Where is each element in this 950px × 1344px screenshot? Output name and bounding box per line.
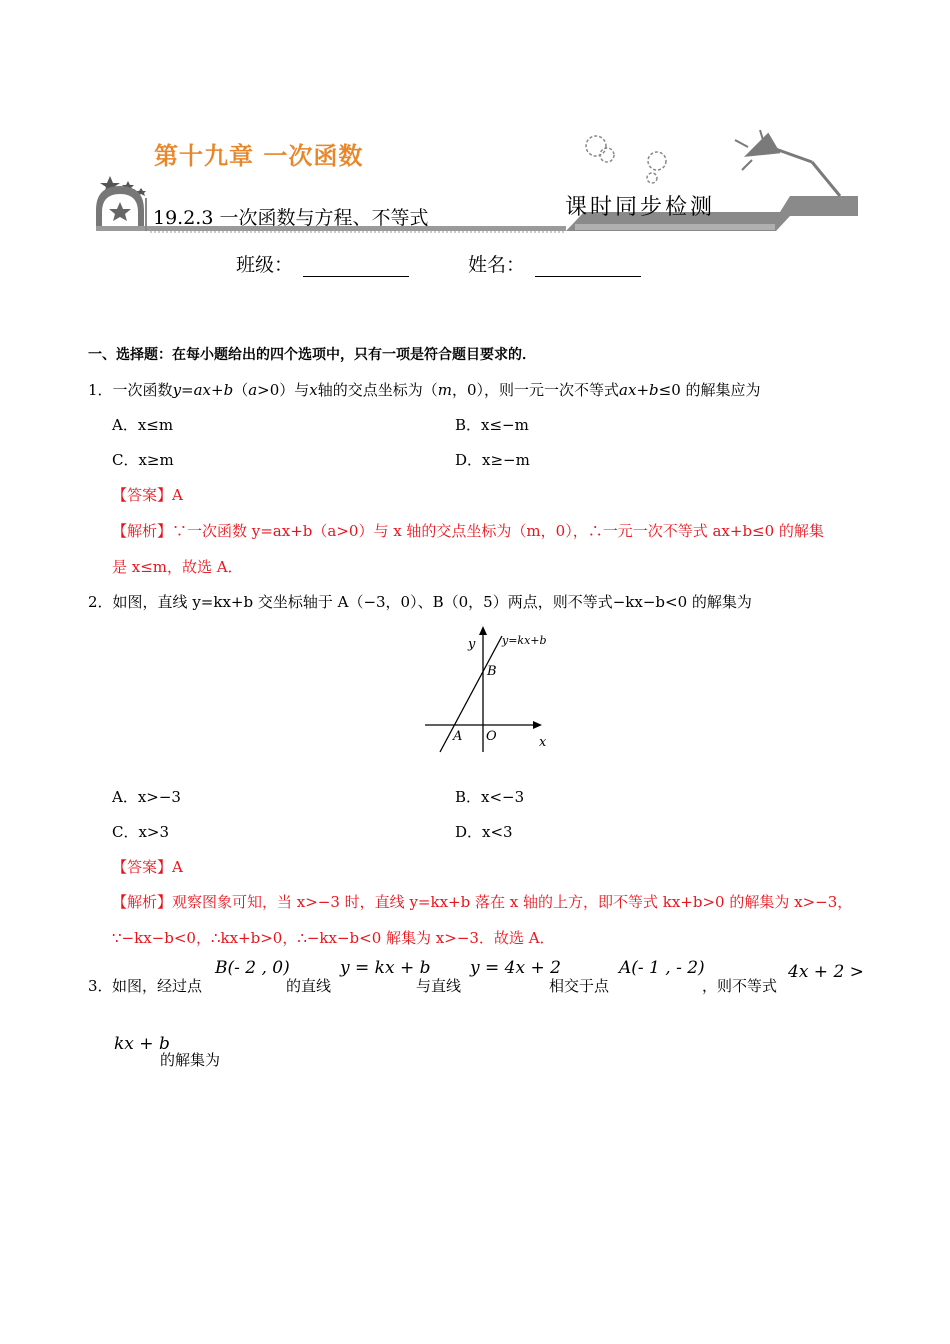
q2-number: 2． xyxy=(88,593,113,611)
section-heading: 一、选择题：在每小题给出的四个选项中，只有一项是符合题目要求的． xyxy=(88,347,536,363)
desk-lamp-icon xyxy=(735,130,840,196)
q1-analysis-line1: 【解析】∵一次函数 y=ax+b（a>0）与 x 轴的交点坐标为（m，0），∴一元一次不等式 ax+b≤0 的解集 xyxy=(112,522,824,540)
q3-text-4: 相交于点 xyxy=(549,977,610,995)
q1-analysis-line2: 是 x≤m，故选 A． xyxy=(112,558,243,576)
q1-text: ax+b xyxy=(619,381,659,399)
q1-text: a xyxy=(248,381,258,399)
q1-text: m xyxy=(437,381,452,399)
q2-text: 如图，直线 y=kx+b 交坐标轴于 A（−3，0）、B（0，5）两点，则不等式−kx−b<0 的解集为 xyxy=(112,593,752,611)
y-label: y xyxy=(468,637,476,652)
q3-math-line2: y = 4x + 2 xyxy=(470,958,561,978)
q3-text-2: 的直线 xyxy=(286,977,332,995)
class-label: 班级： xyxy=(236,254,294,276)
x-axis-arrow-icon xyxy=(533,721,542,729)
q1-stem xyxy=(88,380,761,400)
q1-text: ≤0 的解集应为 xyxy=(658,381,761,399)
name-blank xyxy=(535,258,641,277)
q1-text: >0）与 xyxy=(257,381,310,399)
q2-analysis-line2: ∵−kx−b<0，∴kx+b>0，∴−kx−b<0 解集为 x>−3．故选 A． xyxy=(112,929,555,947)
bubble-icon xyxy=(586,136,606,156)
q1-text: x xyxy=(309,381,318,399)
q2-option-a: A．x>−3 xyxy=(112,788,181,806)
q1-text: （ xyxy=(233,381,249,399)
q2-figure xyxy=(420,624,560,756)
class-blank xyxy=(303,258,409,277)
q1-option-d: D．x≥−m xyxy=(455,451,530,469)
q3-math-ineq: 4x + 2 > xyxy=(788,962,864,982)
origin-label: O xyxy=(486,729,497,744)
point-a-label: A xyxy=(453,729,463,744)
y-axis-arrow-icon xyxy=(479,626,487,635)
section-title: 19.2.3 一次函数与方程、不等式 xyxy=(153,207,429,229)
q1-text: ，0），则一元一次不等式 xyxy=(452,381,620,399)
q1-option-a: A．x≤m xyxy=(112,416,174,434)
q1-number: 1． xyxy=(88,381,113,399)
bubble-icon xyxy=(648,152,666,170)
name-field xyxy=(468,250,641,277)
q3-math-line1: y = kx + b xyxy=(340,958,431,978)
q3-text-3: 与直线 xyxy=(416,977,462,995)
q2-analysis-line1: 【解析】观察图象可知，当 x>−3 时，直线 y=kx+b 落在 x 轴的上方，即不等式 kx+b>0 的解集为 x>−3， xyxy=(112,893,853,911)
q3-math-point-a: A(- 1 , - 2) xyxy=(619,958,705,978)
q1-text: 轴的交点坐标为（ xyxy=(317,381,438,399)
line-label: y=kx+b xyxy=(502,634,547,647)
q3-text-1: 如图，经过点 xyxy=(112,977,203,995)
q2-option-c: C．x>3 xyxy=(112,823,170,841)
q2-stem xyxy=(88,592,752,612)
q1-answer: 【答案】A xyxy=(112,486,183,504)
q1-text: 一次函数 xyxy=(112,381,173,399)
x-label: x xyxy=(539,735,547,750)
chapter-title: 第十九章 一次函数 xyxy=(154,142,364,170)
q2-answer: 【答案】A xyxy=(112,858,183,876)
q1-text: y=ax+b xyxy=(172,381,234,399)
q3-text-5: ，则不等式 xyxy=(702,977,778,995)
q3-text-6: 的解集为 xyxy=(160,1051,221,1069)
q2-option-d: D．x<3 xyxy=(455,823,513,841)
q3-number: 3． xyxy=(88,977,113,995)
q1-option-b: B．x≤−m xyxy=(455,416,529,434)
q3-math-kxb: kx + b xyxy=(114,1034,170,1054)
point-b-label: B xyxy=(487,664,497,679)
q2-option-b: B．x<−3 xyxy=(455,788,525,806)
banner-title: 课时同步检测 xyxy=(565,195,716,220)
q1-option-c: C．x≥m xyxy=(112,451,174,469)
class-field xyxy=(236,250,409,277)
q3-math-point-b: B(- 2 , 0) xyxy=(215,958,290,978)
name-label: 姓名： xyxy=(468,254,526,276)
